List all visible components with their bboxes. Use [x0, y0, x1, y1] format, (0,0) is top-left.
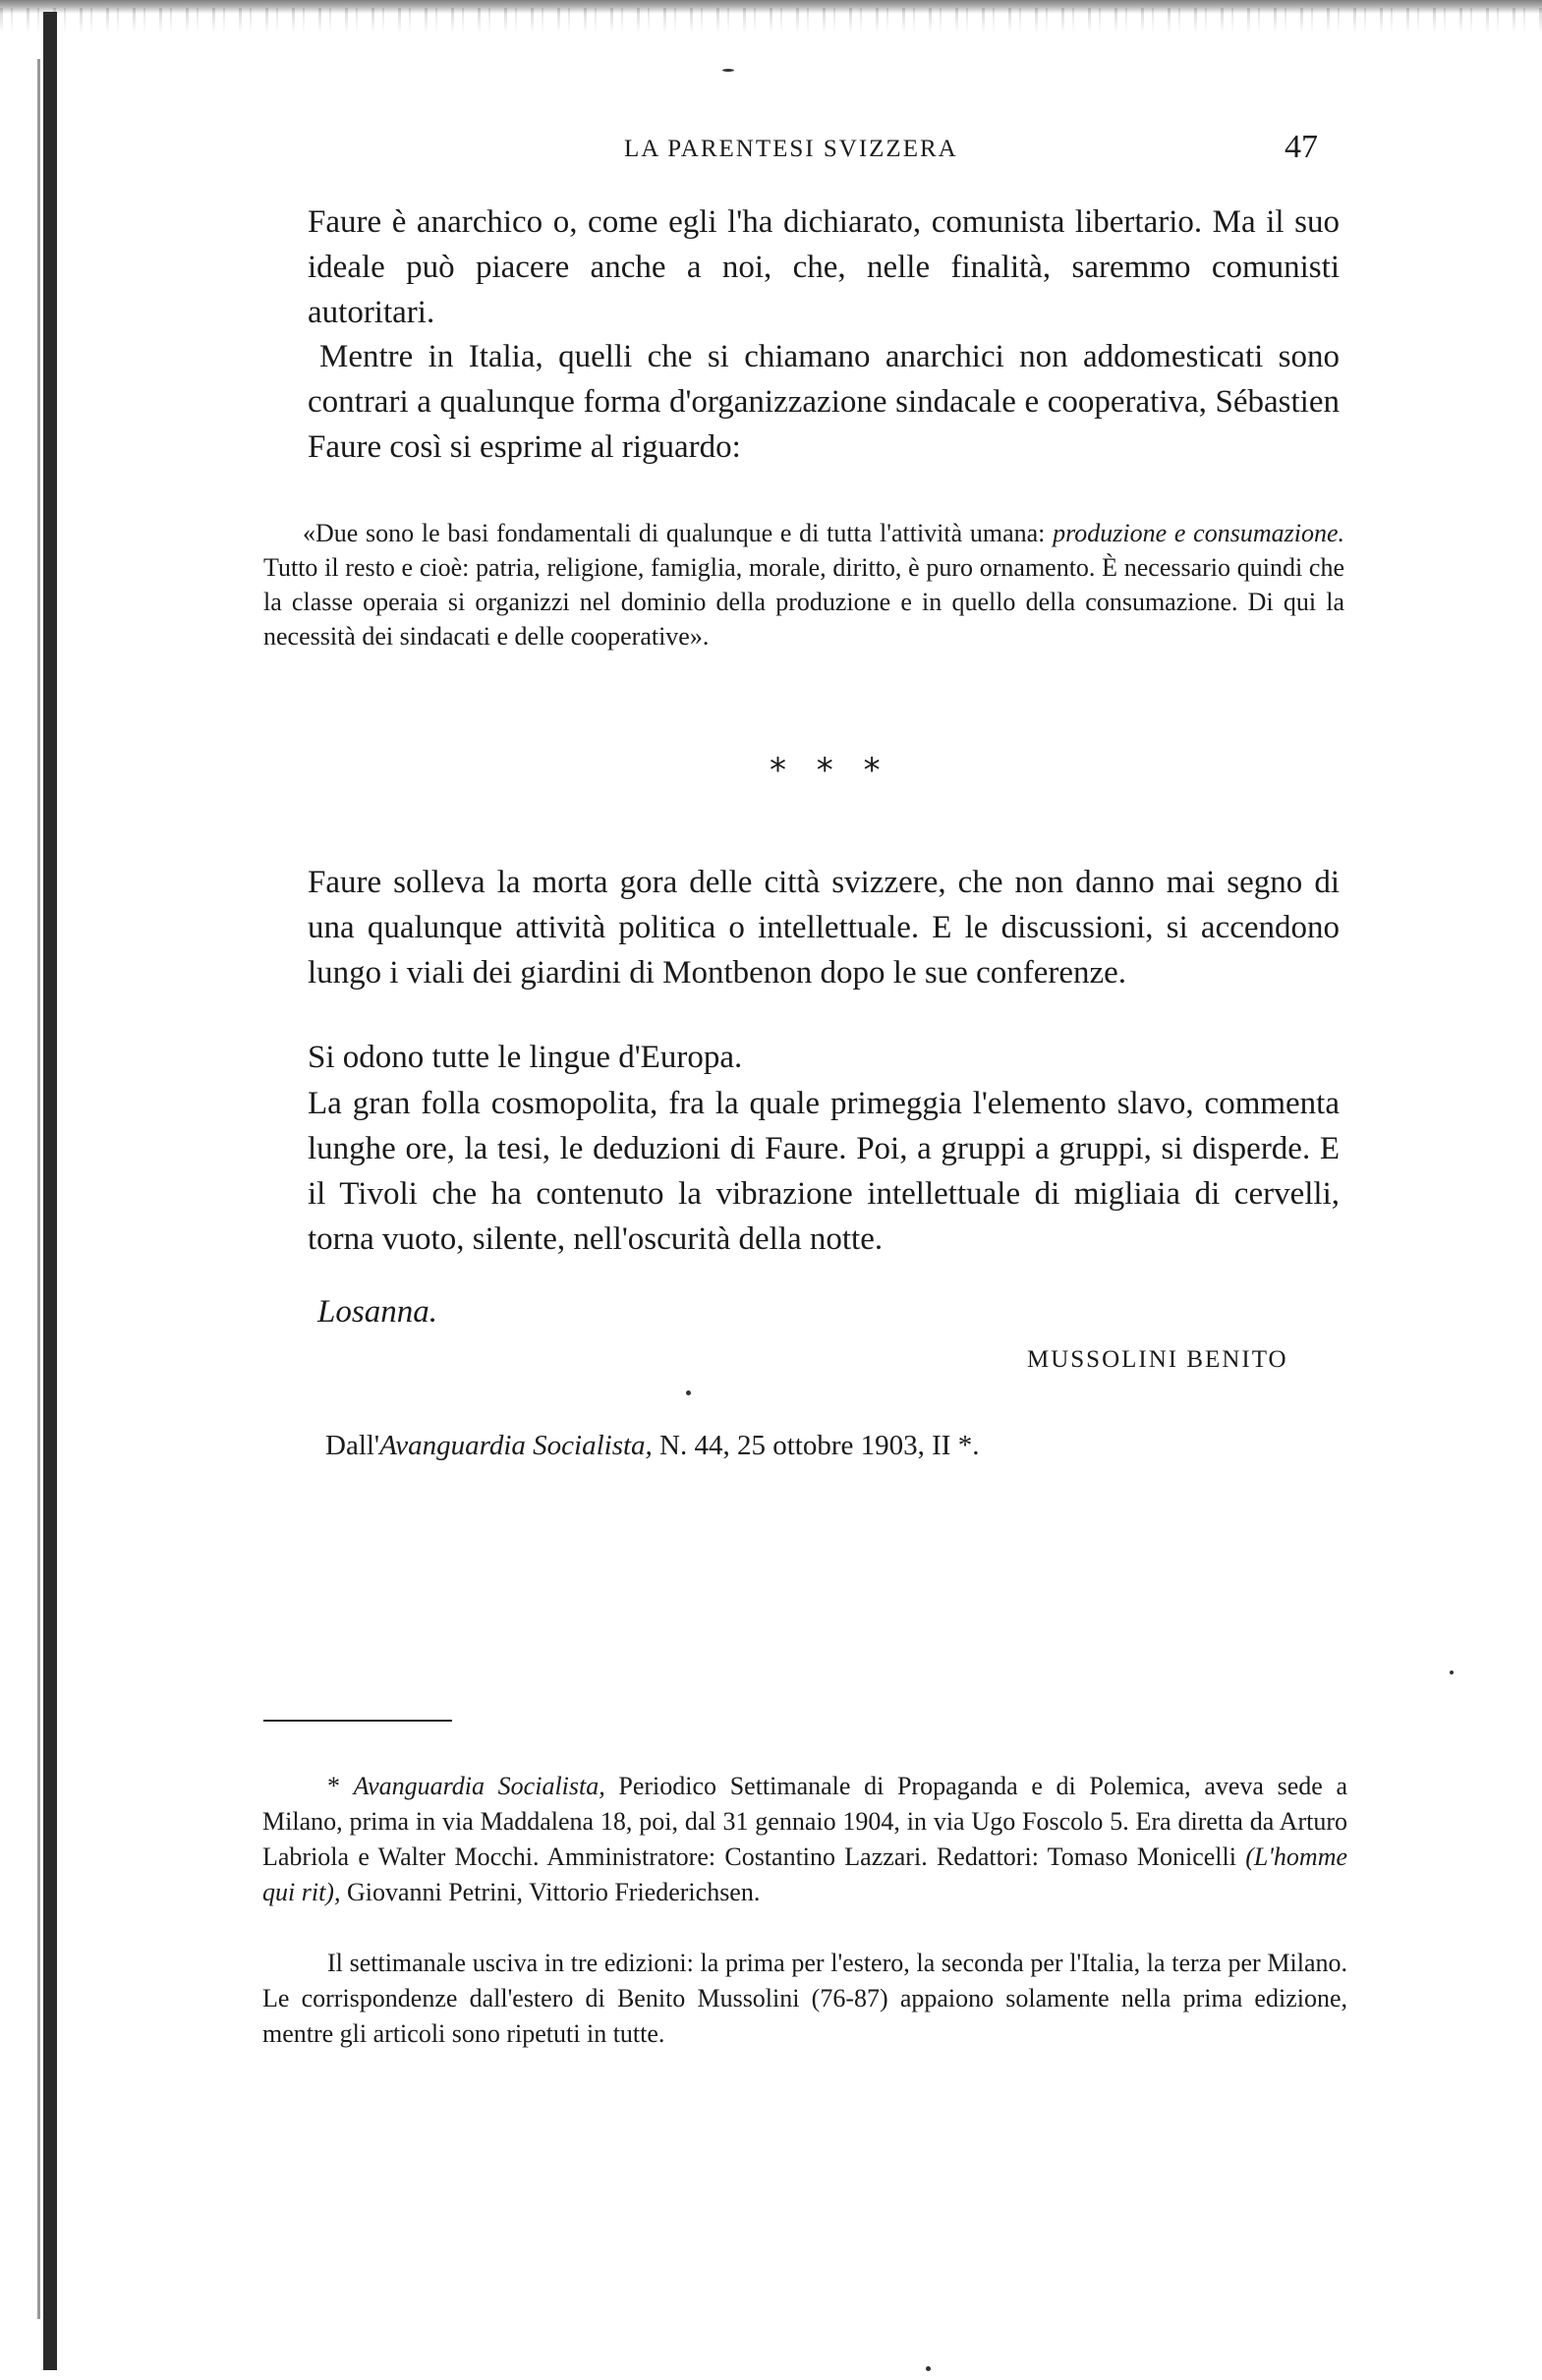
footnote-separator — [263, 1720, 452, 1722]
footnote-1 — [262, 1769, 1347, 1910]
footnote-1-text-end: Giovanni Petrini, Vittorio Friederichsen. — [346, 1878, 761, 1906]
section-break: * * * — [770, 751, 890, 790]
block-quote — [263, 516, 1344, 653]
binding-shadow-line — [37, 59, 40, 2319]
footnote-marker: * — [327, 1772, 340, 1800]
source-citation — [325, 1430, 979, 1462]
source-details: N. 44, 25 ottobre 1903, II *. — [659, 1430, 980, 1461]
paragraph-5: La gran folla cosmopolita, fra la quale primeggia l'elemento slavo, commenta lunghe ore, la tesi, le deduzioni di Faure. Poi, a gruppi a gruppi, si disperde. E il Tivoli che ha contenuto la vibrazione intellettuale di migliaia di cervelli, torna vuoto, silente, nell'oscurità della notte. — [308, 1086, 1340, 1257]
paragraph-2-text: Mentre in Italia, quelli che si chiamano anarchici non addomesticati sono contrari a qualunque forma d'organizzazione sindacale e cooperativa, Sébastien Faure così si esprime al riguardo: — [308, 339, 1340, 465]
footnote-title: Avanguardia Socialista, — [353, 1772, 605, 1800]
author-signature: MUSSOLINI BENITO — [1027, 1346, 1288, 1373]
quote-text-start: «Due sono le basi fondamentali di qualunque e di tutta l'attività umana: — [303, 519, 1046, 547]
quote-emphasis: produzione e consumazione. — [1053, 519, 1344, 547]
quote-text-end: Tutto il resto e cioè: patria, religione, famiglia, morale, diritto, è puro ornamento. È necessario quindi che la classe operaia si organizzi nel dominio della produzione e in quello della consumazione. Di qui la necessità dei sindacati e delle cooperative». — [263, 553, 1344, 651]
page-number: 47 — [1285, 129, 1318, 165]
scan-speck — [686, 1390, 691, 1395]
footnote-italic-title: (L'homme qui rit), — [262, 1842, 1348, 1906]
scan-speck — [1450, 1671, 1454, 1674]
paragraph-4: Si odono tutte le lingue d'Europa. — [308, 1040, 743, 1075]
paragraph-2 — [308, 334, 1340, 470]
footnote-1-text: Periodico Settimanale di Propaganda e di Polemica, aveva sede a Milano, prima in via Maddalena 18, poi, dal 31 gennaio 1904, in via Ugo Foscolo 5. Era diretta da Arturo Labriola e Walter Mocchi. Amministratore: Costantino Lazzari. Redattori: Tomaso Monicelli — [262, 1772, 1348, 1871]
source-periodical: Avanguardia Socialista, — [379, 1430, 653, 1461]
paragraph-3: Faure solleva la morta gora delle città svizzere, che non danno mai segno di una qualunque attività politica o intellettuale. E le discussioni, si accendono lungo i viali dei giardini di Montbenon dopo le sue conferenze. — [308, 865, 1340, 991]
place-name: Losanna. — [317, 1294, 437, 1330]
scan-edge-noise — [0, 8, 1542, 33]
binding-shadow — [43, 12, 57, 2370]
footnote-2: Il settimanale usciva in tre edizioni: la prima per l'estero, la seconda per l'Italia, la terza per Milano. Le corrispondenze dall'estero di Benito Mussolini (76-87) appaiono solamente nella prima edizione, mentre gli articoli sono ripetuti in tutte. — [262, 1949, 1347, 2048]
scan-speck — [722, 69, 734, 72]
paragraph-1: Faure è anarchico o, come egli l'ha dichiarato, comunista libertario. Ma il suo ideale può piacere anche a noi, che, nelle finalità, saremmo comunisti autoritari. — [308, 204, 1340, 330]
scan-speck — [926, 2366, 931, 2371]
running-title: LA PARENTESI SVIZZERA — [624, 136, 958, 162]
source-prefix: Dall' — [325, 1430, 380, 1461]
